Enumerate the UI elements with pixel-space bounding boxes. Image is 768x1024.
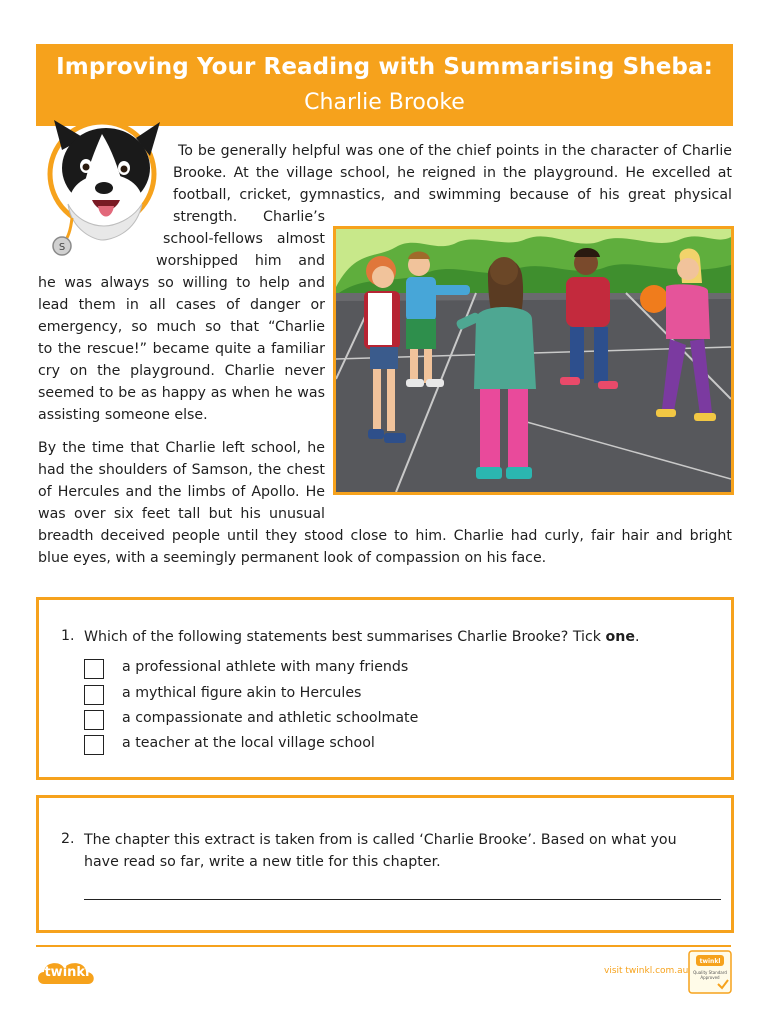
tick-box[interactable] [84, 735, 104, 755]
question-number: 1. [61, 628, 75, 644]
passage-line: breadth deceived people until they stood close to him. Charlie had curly, fair hair and bright [38, 528, 732, 544]
passage-line: was over six feet tall but his unusual [38, 506, 325, 522]
badge-subtitle: Quality Standard Approved [693, 970, 727, 980]
footer-site-link[interactable]: visit twinkl.com.au [604, 966, 689, 976]
answer-option-label: a teacher at the local village school [122, 735, 375, 751]
tick-box[interactable] [84, 659, 104, 679]
passage-line: Brooke. At the village school, he reigned in the playground. He excelled at [173, 165, 732, 181]
quality-standard-badge [688, 950, 732, 994]
passage-line: By the time that Charlie left school, he [38, 440, 325, 456]
page-title: Improving Your Reading with Summarising Sheba: [56, 54, 713, 80]
passage-line: school-fellows almost [163, 231, 325, 247]
passage-line: worshipped him and [156, 253, 325, 269]
question-text-end: . [635, 629, 640, 645]
passage-line: blue eyes, with a seemingly permanent look of compassion on his face. [38, 550, 547, 566]
question-text-emphasis: one [605, 629, 636, 645]
passage-line: had the shoulders of Samson, the chest [38, 462, 325, 478]
question-text-line: The chapter this extract is taken from is called ‘Charlie Brooke’. Based on what you [84, 832, 677, 848]
tick-box[interactable] [84, 685, 104, 705]
question-1-box [36, 597, 734, 780]
playground-illustration [333, 226, 734, 495]
passage-line: assisting someone else. [38, 407, 208, 423]
tick-box[interactable] [84, 710, 104, 730]
question-number: 2. [61, 831, 75, 847]
logo-text: twinkl [44, 965, 90, 980]
question-2-box [36, 795, 734, 933]
answer-option-label: a compassionate and athletic schoolmate [122, 710, 419, 726]
passage-line: lead them in all cases of danger or [38, 297, 325, 313]
answer-option-label: a mythical figure akin to Hercules [122, 685, 362, 701]
passage-line: strength. Charlie’s [173, 209, 325, 225]
answer-line[interactable] [84, 899, 721, 900]
passage-line: to the rescue!” became quite a familiar [38, 341, 325, 357]
passage-line: football, cricket, gymnastics, and swimming because of his great physical [173, 187, 732, 203]
passage-line: of Hercules and the limbs of Apollo. He [38, 484, 325, 500]
question-text-main: Which of the following statements best summarises Charlie Brooke? Tick [84, 629, 606, 645]
question-text-line: have read so far, write a new title for this chapter. [84, 854, 441, 870]
sheba-dog-illustration [32, 108, 172, 262]
question-text [84, 626, 640, 648]
page-subtitle: Charlie Brooke [304, 90, 465, 115]
passage-line: emergency, so much so that “Charlie [38, 319, 325, 335]
twinkl-logo [36, 958, 98, 988]
passage-line: To be generally helpful was one of the chief points in the character of Charlie [178, 143, 732, 159]
badge-title: twinkl [699, 958, 721, 965]
answer-option-label: a professional athlete with many friends [122, 659, 409, 675]
svg-text:S: S [58, 242, 66, 253]
passage-line: he was always so willing to help and [38, 275, 325, 291]
passage-line: seemed to be as happy as when he was [38, 385, 325, 401]
footer-divider [36, 945, 731, 947]
passage-line: cry on the playground. Charlie never [38, 363, 325, 379]
